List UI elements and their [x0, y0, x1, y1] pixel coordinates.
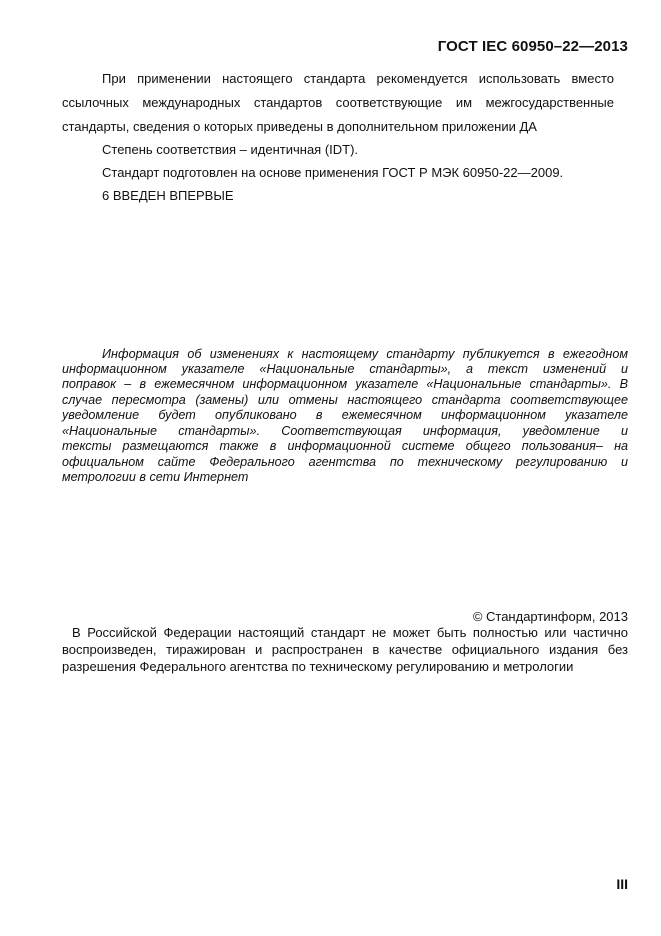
- notice-line: поправок – в ежемесячном информационном указателе «Национальные стандарты». В: [62, 377, 628, 391]
- intro-line-3: стандарты, сведения о которых приведены в дополнительном приложении ДА: [62, 119, 537, 134]
- prepared-basis: Стандарт подготовлен на основе применения ГОСТ Р МЭК 60950-22—2009.: [102, 165, 564, 180]
- intro-line-1: При применении настоящего стандарта рекомендуется использовать вместо: [102, 71, 614, 86]
- notice-line: уведомление будет опубликовано в ежемесячном информационном указателе: [62, 408, 628, 422]
- standard-code-header: ГОСТ IEC 60950–22—2013: [437, 38, 628, 55]
- notice-line: метрологии в сети Интернет: [62, 470, 249, 484]
- intro-line-2: ссылочных международных стандартов соответствующие им межгосударственные: [62, 95, 614, 110]
- restriction-line: воспроизведен, тиражирован и распространен в качестве официального издания без: [62, 642, 628, 657]
- notice-line: «Национальные стандарты». Соответствующая информация, уведомление и: [62, 424, 628, 438]
- conformity-degree: Степень соответствия – идентичная (IDT).: [102, 142, 359, 157]
- notice-line: тексты размещаются также в информационной системе общего пользования– на: [62, 439, 628, 453]
- restriction-line: В Российской Федерации настоящий стандарт не может быть полностью или частично: [72, 625, 628, 640]
- copyright-notice: © Стандартинформ, 2013: [472, 609, 628, 624]
- notice-line: случае пересмотра (замены) или отмены настоящего стандарта соответствующее: [62, 393, 628, 407]
- notice-line: официальном сайте Федерального агентства по техническому регулированию и: [62, 455, 628, 469]
- introduced-first: 6 ВВЕДЕН ВПЕРВЫЕ: [102, 188, 234, 203]
- notice-line: Информация об изменениях к настоящему стандарту публикуется в ежегодном: [102, 347, 628, 361]
- page-number: III: [616, 876, 628, 892]
- notice-line: информационном указателе «Национальные стандарты», а текст изменений и: [62, 362, 628, 376]
- restriction-line: разрешения Федерального агентства по техническому регулированию и метрологии: [62, 659, 574, 674]
